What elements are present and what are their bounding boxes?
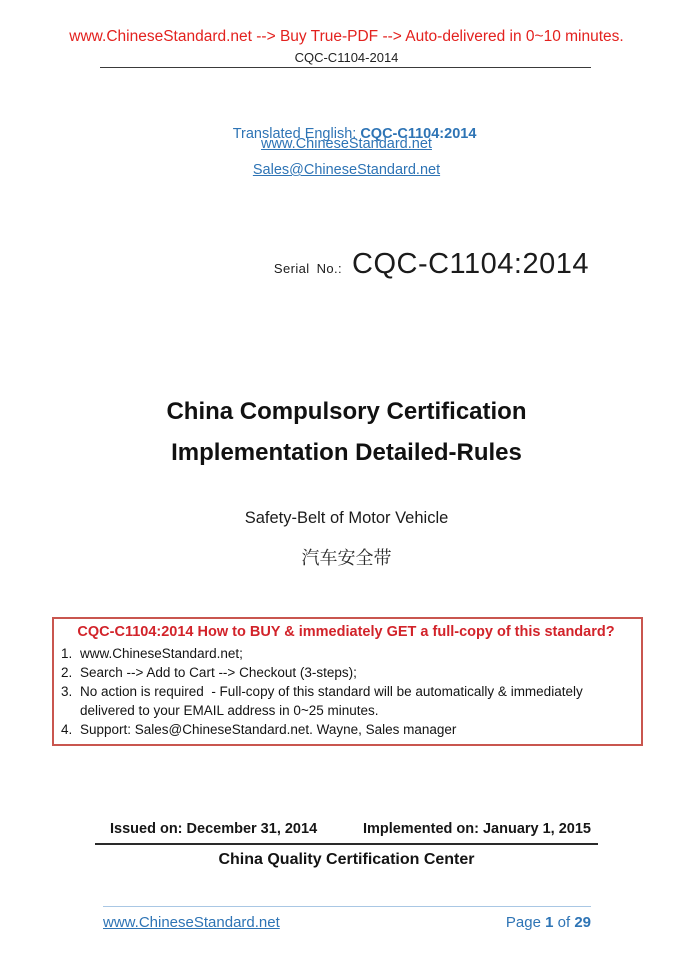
- page-total: 29: [574, 914, 591, 931]
- buy-step-2: [59, 663, 633, 682]
- page-label: Page: [505, 914, 546, 931]
- footer: [103, 914, 591, 931]
- footer-website-link[interactable]: www.ChineseStandard.net: [103, 914, 280, 931]
- sales-email-link[interactable]: Sales@ChineseStandard.net: [252, 162, 441, 178]
- serial-number-value: CQC-C1104:2014: [352, 248, 589, 280]
- implemented-date: Implemented on: January 1, 2015: [362, 821, 591, 837]
- buy-step-4: [59, 720, 633, 739]
- how-to-buy-box: [52, 617, 643, 746]
- buy-step-2-text: Search --> Add to Cart --> Checkout (3-steps);: [80, 665, 357, 680]
- document-title-line1: China Compulsory Certification: [166, 398, 527, 425]
- buy-step-4-number: 4.: [61, 722, 73, 737]
- footer-divider: [103, 906, 591, 907]
- serial-number-row: [274, 248, 589, 281]
- website-link[interactable]: www.ChineseStandard.net: [261, 136, 432, 152]
- dates-divider: [95, 843, 598, 845]
- subtitle-chinese: 汽车安全带: [301, 548, 392, 569]
- buy-step-3: [59, 682, 633, 720]
- buy-step-1-number: 1.: [61, 646, 73, 661]
- document-title-line2: Implementation Detailed-Rules: [171, 439, 522, 466]
- translated-standard-code: CQC-C1104:2014: [360, 126, 477, 142]
- buy-step-1: [59, 644, 633, 663]
- buy-step-3-text: No action is required - Full-copy of this standard will be automatically & immediately delivered to your EMAIL address in 0~25 minutes.: [80, 684, 587, 718]
- buy-step-3-number: 3.: [61, 684, 73, 699]
- how-to-buy-heading: CQC-C1104:2014 How to BUY & immediately GET a full-copy of this standard?: [77, 624, 615, 640]
- organization-name: China Quality Certification Center: [218, 851, 475, 868]
- serial-number-label: Serial No.:: [273, 261, 343, 276]
- page-of-label: of: [553, 914, 575, 931]
- buy-step-2-number: 2.: [61, 665, 73, 680]
- buy-pdf-banner-link[interactable]: www.ChineseStandard.net --> Buy True-PDF --> Auto-delivered in 0~10 minutes.: [69, 28, 624, 45]
- header-standard-code: CQC-C1104-2014: [294, 50, 399, 65]
- subtitle-english: Safety-Belt of Motor Vehicle: [244, 509, 449, 527]
- document-title: [0, 391, 693, 473]
- buy-step-1-text: www.ChineseStandard.net;: [80, 646, 243, 661]
- dates-row: [100, 821, 593, 837]
- buy-step-4-text: Support: Sales@ChineseStandard.net. Wayne, Sales manager: [80, 722, 457, 737]
- page-indicator: [506, 914, 591, 931]
- translated-english-label: Translated English:: [232, 126, 361, 142]
- issued-date: Issued on: December 31, 2014: [110, 821, 318, 837]
- page-number: 1: [545, 914, 554, 931]
- header-divider: [100, 67, 591, 68]
